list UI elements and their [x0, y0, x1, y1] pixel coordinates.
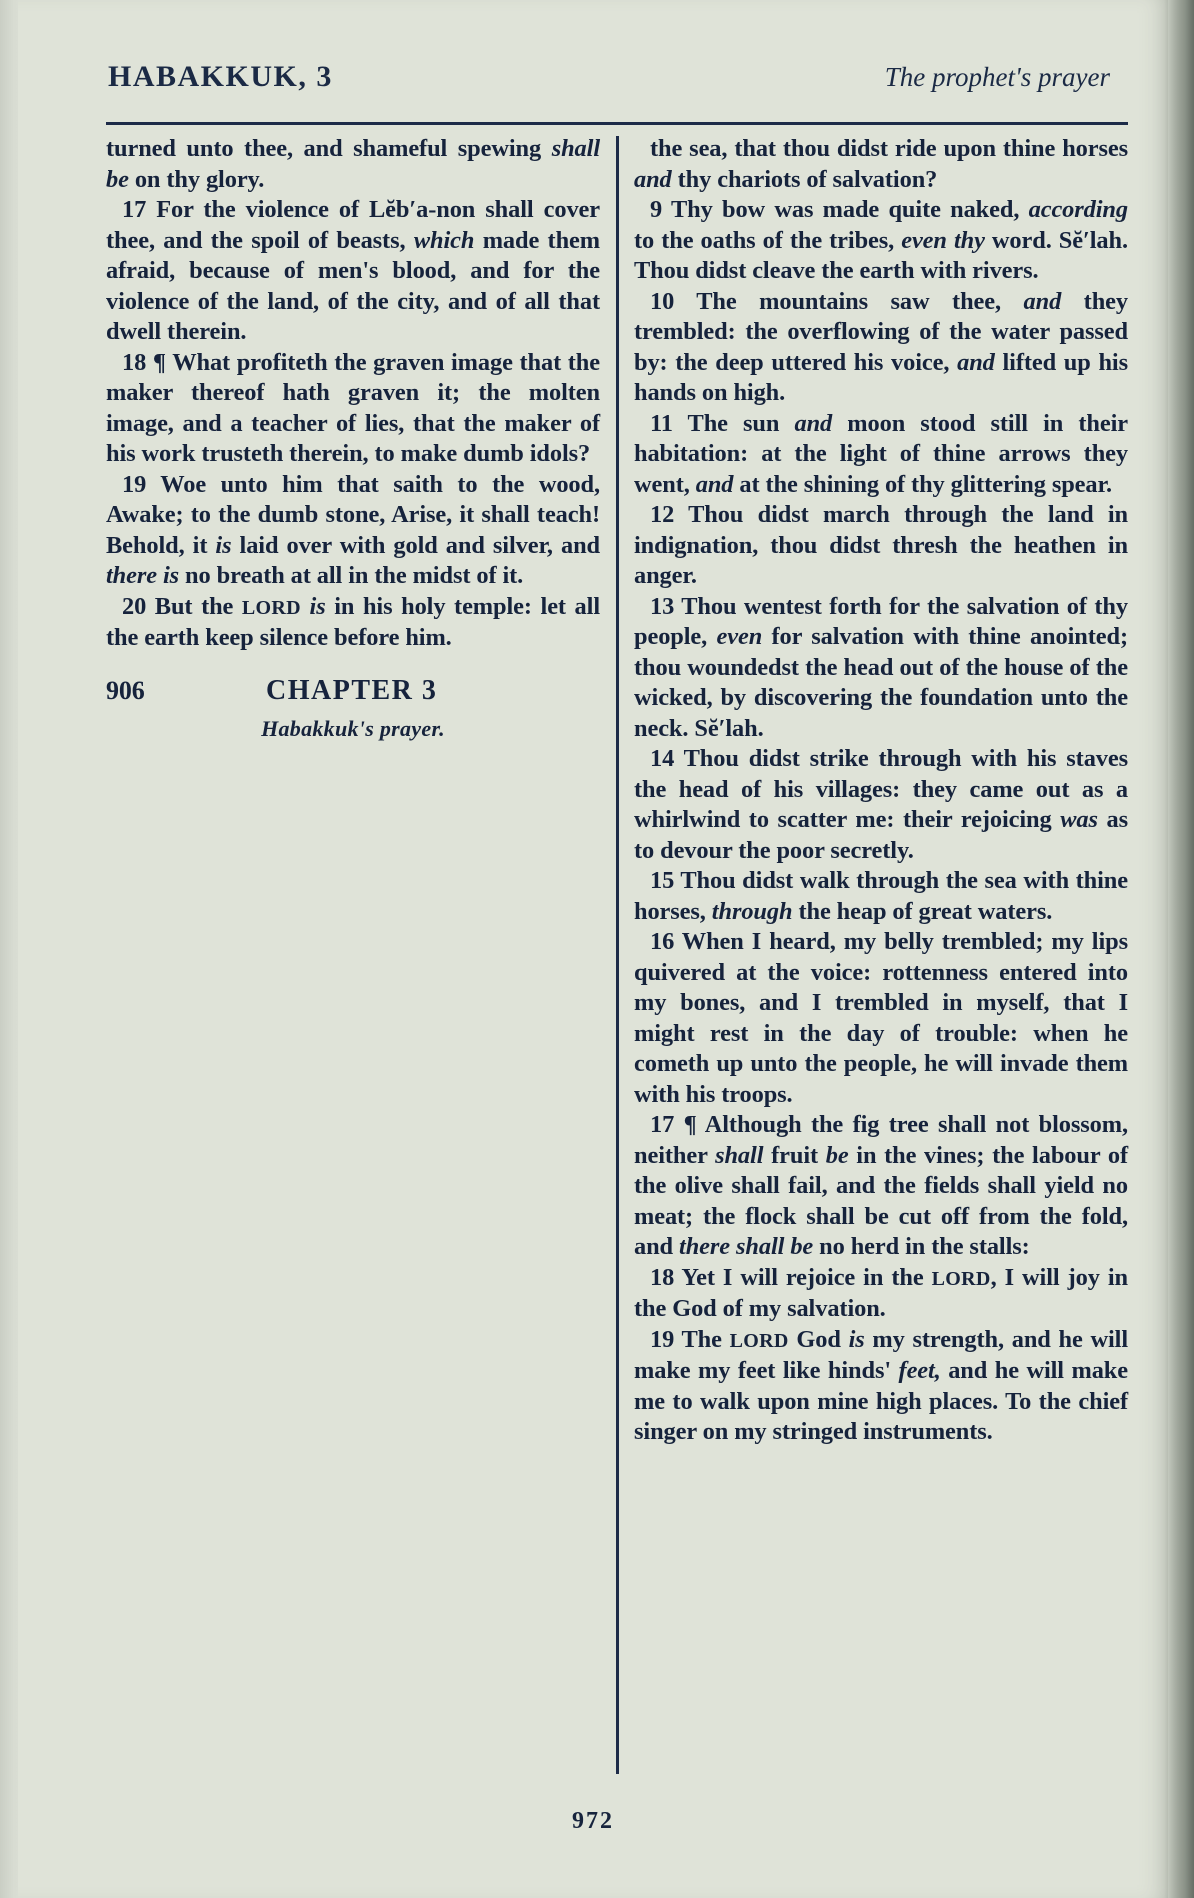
margin-page-number: 906 — [106, 675, 145, 705]
chapter-heading: CHAPTER 3 — [266, 674, 438, 706]
running-head: The prophet's prayer — [884, 62, 1110, 92]
left-column-verses — [106, 195, 600, 654]
verse-paragraph: 19 The LORD God is my strength, and he will make my feet like hinds' feet, and he will make me to walk upon mine high places. To the chief singer on my stringed instruments. — [634, 1325, 1128, 1445]
verse-paragraph: 17 For the violence of Lĕb′a-non shall cover thee, and the spoil of beasts, which made them afraid, because of men's blood, and for the violence of the land, of the city, and of all that dwell therein. — [106, 196, 600, 345]
column-divider — [616, 136, 619, 1774]
verse-paragraph: 20 But the LORD is in his holy temple: let all the earth keep silence before him. — [106, 592, 600, 651]
verse-paragraph: 11 The sun and moon stood still in their habitation: at the light of thine arrows they went, and at the shining of thy glittering spear. — [634, 409, 1128, 498]
verse-paragraph: 18 ¶ What profiteth the graven image that the maker thereof hath graven it; the molten image, and a teacher of lies, that the maker of his work trusteth therein, to make dumb idols? — [106, 348, 600, 467]
verse-paragraph: 12 Thou didst march through the land in indignation, thou didst thresh the heathen in anger. — [634, 501, 1128, 589]
verse-paragraph: 16 When I heard, my belly trembled; my lips quivered at the voice: rottenness entered into my bones, and I trembled in myself, that I might rest in the day of trouble: when he cometh up unto the people, he will invade them with his troops. — [634, 928, 1128, 1108]
verse-paragraph: 19 Woe unto him that saith to the wood, Awake; to the dumb stone, Arise, it shall teach! Behold, it is laid over with gold and silver, and there is no breath at all in the midst of it. — [106, 470, 600, 589]
chapter-line — [106, 676, 600, 712]
verse-paragraph: 14 Thou didst strike through with his staves the head of his villages: they came out as a whirlwind to scatter me: their rejoicing was as to devour the poor secretly. — [634, 745, 1128, 864]
verse-paragraph: 17 ¶ Although the fig tree shall not blossom, neither shall fruit be in the vines; the labour of the olive shall fail, and the fields shall yield no meat; the flock shall be cut off from the fold, and there shall be no herd in the stalls: — [634, 1111, 1128, 1260]
page-header — [108, 60, 1128, 102]
chapter-subtitle: Habakkuk's prayer. — [261, 715, 445, 741]
verse-paragraph: 13 Thou wentest forth for the salvation of thy people, even for salvation with thine anointed; thou woundedst the head out of the house of the wicked, by discovering the foundation unto the neck. Sĕ′lah. — [634, 592, 1128, 742]
right-column — [634, 134, 1128, 1448]
left-column — [106, 134, 600, 750]
verse-paragraph: 10 The mountains saw thee, and they trembled: the overflowing of the water passed by: the deep uttered his voice, and lifted up his hands on high. — [634, 287, 1128, 406]
header-rule — [106, 122, 1128, 125]
page-edge-shadow — [1164, 0, 1194, 1898]
verse-paragraph: 18 Yet I will rejoice in the LORD, I will joy in the God of my salvation. — [634, 1263, 1129, 1322]
paragraph-continued: turned unto thee, and shameful spewing shall be on thy glory. — [106, 135, 600, 193]
book-title: HABAKKUK, 3 — [108, 60, 333, 93]
verse-paragraph: the sea, that thou didst ride upon thine horses and thy chariots of salvation? — [634, 135, 1128, 193]
right-column-verses — [634, 134, 1128, 1448]
verse-paragraph: 15 Thou didst walk through the sea with thine horses, through the heap of great waters. — [634, 867, 1128, 925]
scanned-page — [18, 0, 1168, 1898]
page-number-footer: 972 — [572, 1808, 614, 1834]
text-columns — [106, 134, 1128, 1784]
verse-paragraph: 9 Thy bow was made quite naked, according to the oaths of the tribes, even thy word. Sĕ′lah. Thou didst cleave the earth with rivers. — [634, 196, 1128, 284]
